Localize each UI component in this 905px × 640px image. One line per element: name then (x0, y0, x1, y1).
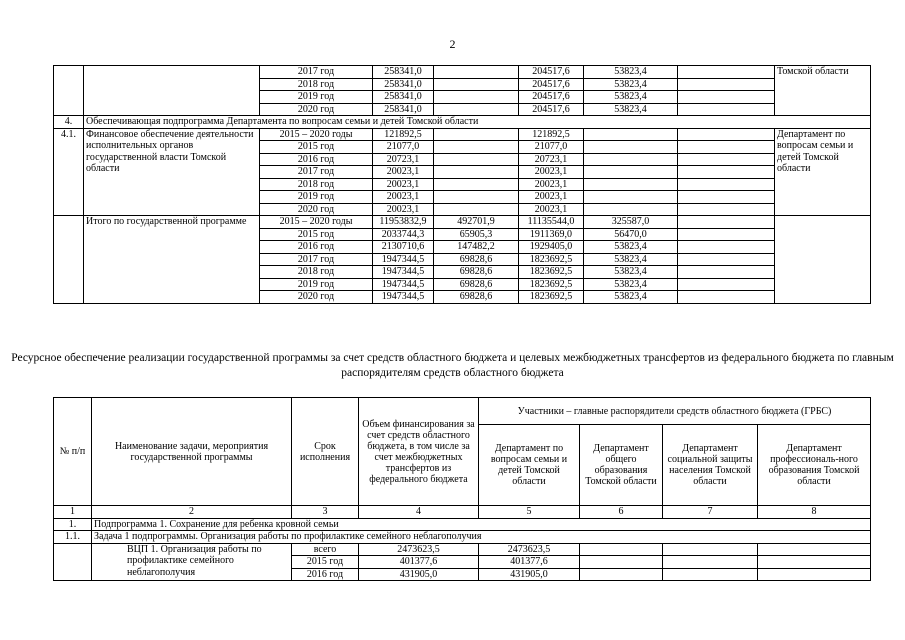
value2-cell: 53823,4 (584, 291, 678, 304)
vcp-dept1: 401377,6 (479, 556, 580, 569)
federal-cell: 69828,6 (434, 291, 519, 304)
total-cell: 20723,1 (373, 153, 434, 166)
column-numbers-row (54, 506, 871, 519)
value2-cell: 53823,4 (584, 266, 678, 279)
header-num: № п/п (54, 398, 92, 506)
funding-table-continued (53, 65, 871, 304)
year-cell: 2020 год (260, 103, 373, 116)
year-cell: 2017 год (260, 253, 373, 266)
header-volume: Объем финансирования за счет средств областного бюджета, в том числе за счет межбюджетных трансфертов из федерального бюджета (359, 398, 479, 506)
federal-cell: 65905,3 (434, 228, 519, 241)
total-cell: 1947344,5 (373, 266, 434, 279)
vcp-term: всего (292, 543, 359, 556)
vcp-dept2 (580, 556, 663, 569)
value1-cell: 1823692,5 (519, 291, 584, 304)
column-number: 8 (758, 506, 871, 519)
federal-cell (434, 166, 519, 179)
year-cell: 2016 год (260, 153, 373, 166)
value2-cell (584, 141, 678, 154)
value2-cell (584, 166, 678, 179)
value2-cell (584, 128, 678, 141)
column-number: 3 (292, 506, 359, 519)
total-cell: 20023,1 (373, 203, 434, 216)
federal-cell: 69828,6 (434, 253, 519, 266)
total-cell: 11953832,9 (373, 216, 434, 229)
value1-cell: 1929405,0 (519, 241, 584, 254)
year-cell: 2019 год (260, 191, 373, 204)
value3-cell (678, 203, 775, 216)
federal-cell (434, 191, 519, 204)
value3-cell (678, 66, 775, 79)
header-dept3: Департамент социальной защиты населения Томской области (663, 425, 758, 506)
federal-cell (434, 178, 519, 191)
value1-cell: 1823692,5 (519, 266, 584, 279)
vcp-dept4 (758, 543, 871, 556)
value3-cell (678, 153, 775, 166)
year-cell: 2018 год (260, 78, 373, 91)
federal-cell: 69828,6 (434, 278, 519, 291)
value1-cell: 1911369,0 (519, 228, 584, 241)
year-cell: 2017 год (260, 166, 373, 179)
federal-cell: 492701,9 (434, 216, 519, 229)
year-cell: 2015 год (260, 228, 373, 241)
vcp-term: 2015 год (292, 556, 359, 569)
federal-cell (434, 153, 519, 166)
year-cell: 2017 год (260, 66, 373, 79)
value3-cell (678, 241, 775, 254)
federal-cell (434, 141, 519, 154)
total-cell: 20023,1 (373, 166, 434, 179)
total-cell: 121892,5 (373, 128, 434, 141)
column-number: 6 (580, 506, 663, 519)
value2-cell: 53823,4 (584, 78, 678, 91)
vcp-dept1: 431905,0 (479, 568, 580, 581)
value1-cell: 204517,6 (519, 66, 584, 79)
vcp-volume: 431905,0 (359, 568, 479, 581)
value1-cell: 20023,1 (519, 166, 584, 179)
year-cell: 2020 год (260, 291, 373, 304)
value2-cell (584, 178, 678, 191)
year-cell: 2016 год (260, 241, 373, 254)
funding-row (54, 216, 871, 229)
total-cell: 21077,0 (373, 141, 434, 154)
value1-cell: 21077,0 (519, 141, 584, 154)
value3-cell (678, 253, 775, 266)
federal-cell (434, 78, 519, 91)
value3-cell (678, 141, 775, 154)
value1-cell: 20023,1 (519, 203, 584, 216)
value2-cell (584, 153, 678, 166)
value2-cell: 53823,4 (584, 103, 678, 116)
federal-cell (434, 203, 519, 216)
value3-cell (678, 91, 775, 104)
subprogram-num: 1. (54, 518, 92, 531)
column-number: 4 (359, 506, 479, 519)
header-dept2: Департамент общего образования Томской области (580, 425, 663, 506)
value1-cell: 1823692,5 (519, 278, 584, 291)
value2-cell: 325587,0 (584, 216, 678, 229)
total-cell: 1947344,5 (373, 291, 434, 304)
resource-table (53, 397, 871, 581)
responsible-cell: Департамент по вопросам семьи и детей Томской области (775, 128, 871, 216)
section-num: 4. (54, 116, 84, 129)
header-dept1: Департамент по вопросам семьи и детей Томской области (479, 425, 580, 506)
total-cell: 258341,0 (373, 91, 434, 104)
section-row (54, 116, 871, 129)
total-cell: 258341,0 (373, 103, 434, 116)
header-term: Срок исполнения (292, 398, 359, 506)
value2-cell: 53823,4 (584, 66, 678, 79)
value2-cell: 53823,4 (584, 253, 678, 266)
federal-cell (434, 103, 519, 116)
year-cell: 2019 год (260, 278, 373, 291)
value1-cell: 20723,1 (519, 153, 584, 166)
column-number: 2 (92, 506, 292, 519)
total-cell: 258341,0 (373, 78, 434, 91)
column-number: 1 (54, 506, 92, 519)
vcp-volume: 401377,6 (359, 556, 479, 569)
year-cell: 2018 год (260, 266, 373, 279)
year-cell: 2020 год (260, 203, 373, 216)
value1-cell: 121892,5 (519, 128, 584, 141)
value1-cell: 204517,6 (519, 103, 584, 116)
value3-cell (678, 266, 775, 279)
funding-row (54, 128, 871, 141)
year-cell: 2015 год (260, 141, 373, 154)
task-row (54, 531, 871, 544)
vcp-dept3 (663, 543, 758, 556)
document-title: Ресурсное обеспечение реализации государственной программы за счет средств областного бюджета и целевых межбюджетных трансфертов из федерального бюджета по главным распорядителям средств областного бюджета (11, 352, 894, 379)
vcp-dept3 (663, 556, 758, 569)
subprogram-row (54, 518, 871, 531)
total-cell: 2130710,6 (373, 241, 434, 254)
total-cell: 1947344,5 (373, 253, 434, 266)
column-number: 7 (663, 506, 758, 519)
value3-cell (678, 191, 775, 204)
vcp-num (54, 543, 92, 581)
total-cell: 20023,1 (373, 191, 434, 204)
value3-cell (678, 78, 775, 91)
value1-cell: 204517,6 (519, 78, 584, 91)
year-cell: 2018 год (260, 178, 373, 191)
vcp-dept4 (758, 568, 871, 581)
responsible-cell: Томской области (775, 66, 871, 116)
value1-cell: 20023,1 (519, 191, 584, 204)
value2-cell: 53823,4 (584, 278, 678, 291)
item-name: Финансовое обеспечение деятельности исполнительных органов государственной власти Томской области (84, 128, 260, 216)
value3-cell (678, 291, 775, 304)
vcp-dept2 (580, 543, 663, 556)
total-cell: 1947344,5 (373, 278, 434, 291)
header-dept4: Департамент профессиональ-ного образования Томской области (758, 425, 871, 506)
total-name: Итого по государственной программе (84, 216, 260, 304)
value1-cell: 204517,6 (519, 91, 584, 104)
value2-cell (584, 191, 678, 204)
page-number: 2 (449, 37, 456, 51)
value1-cell: 11135544,0 (519, 216, 584, 229)
total-cell: 2033744,3 (373, 228, 434, 241)
vcp-name: ВЦП 1. Организация работы по профилактике семейного неблагополучия (92, 543, 292, 581)
header-participants: Участники – главные распорядители средств областного бюджета (ГРБС) (479, 398, 871, 425)
vcp-dept2 (580, 568, 663, 581)
year-cell: 2015 – 2020 годы (260, 216, 373, 229)
federal-cell (434, 91, 519, 104)
vcp-term: 2016 год (292, 568, 359, 581)
value3-cell (678, 178, 775, 191)
federal-cell: 69828,6 (434, 266, 519, 279)
column-number: 5 (479, 506, 580, 519)
year-cell: 2015 – 2020 годы (260, 128, 373, 141)
federal-cell: 147482,2 (434, 241, 519, 254)
header-row-1 (54, 398, 871, 425)
vcp-row (54, 543, 871, 556)
total-cell: 258341,0 (373, 66, 434, 79)
value2-cell (584, 203, 678, 216)
value3-cell (678, 103, 775, 116)
value1-cell: 1823692,5 (519, 253, 584, 266)
value3-cell (678, 278, 775, 291)
year-cell: 2019 год (260, 91, 373, 104)
total-cell: 20023,1 (373, 178, 434, 191)
total-num-empty (54, 216, 84, 304)
task-title: Задача 1 подпрограммы. Организация работы по профилактике семейного неблагополучия (92, 531, 871, 544)
responsible-empty (775, 216, 871, 304)
subprogram-title: Подпрограмма 1. Сохранение для ребенка кровной семьи (92, 518, 871, 531)
section-title: Обеспечивающая подпрограмма Департамента по вопросам семьи и детей Томской области (84, 116, 871, 129)
value3-cell (678, 128, 775, 141)
federal-cell (434, 128, 519, 141)
value3-cell (678, 216, 775, 229)
value3-cell (678, 228, 775, 241)
value2-cell: 56470,0 (584, 228, 678, 241)
value2-cell: 53823,4 (584, 91, 678, 104)
vcp-dept1: 2473623,5 (479, 543, 580, 556)
vcp-dept3 (663, 568, 758, 581)
federal-cell (434, 66, 519, 79)
funding-row (54, 66, 871, 79)
item-num: 4.1. (54, 128, 84, 216)
row-name-empty (84, 66, 260, 116)
header-name: Наименование задачи, мероприятия государственной программы (92, 398, 292, 506)
task-num: 1.1. (54, 531, 92, 544)
vcp-dept4 (758, 556, 871, 569)
row-num-empty (54, 66, 84, 116)
vcp-volume: 2473623,5 (359, 543, 479, 556)
value3-cell (678, 166, 775, 179)
value2-cell: 53823,4 (584, 241, 678, 254)
value1-cell: 20023,1 (519, 178, 584, 191)
